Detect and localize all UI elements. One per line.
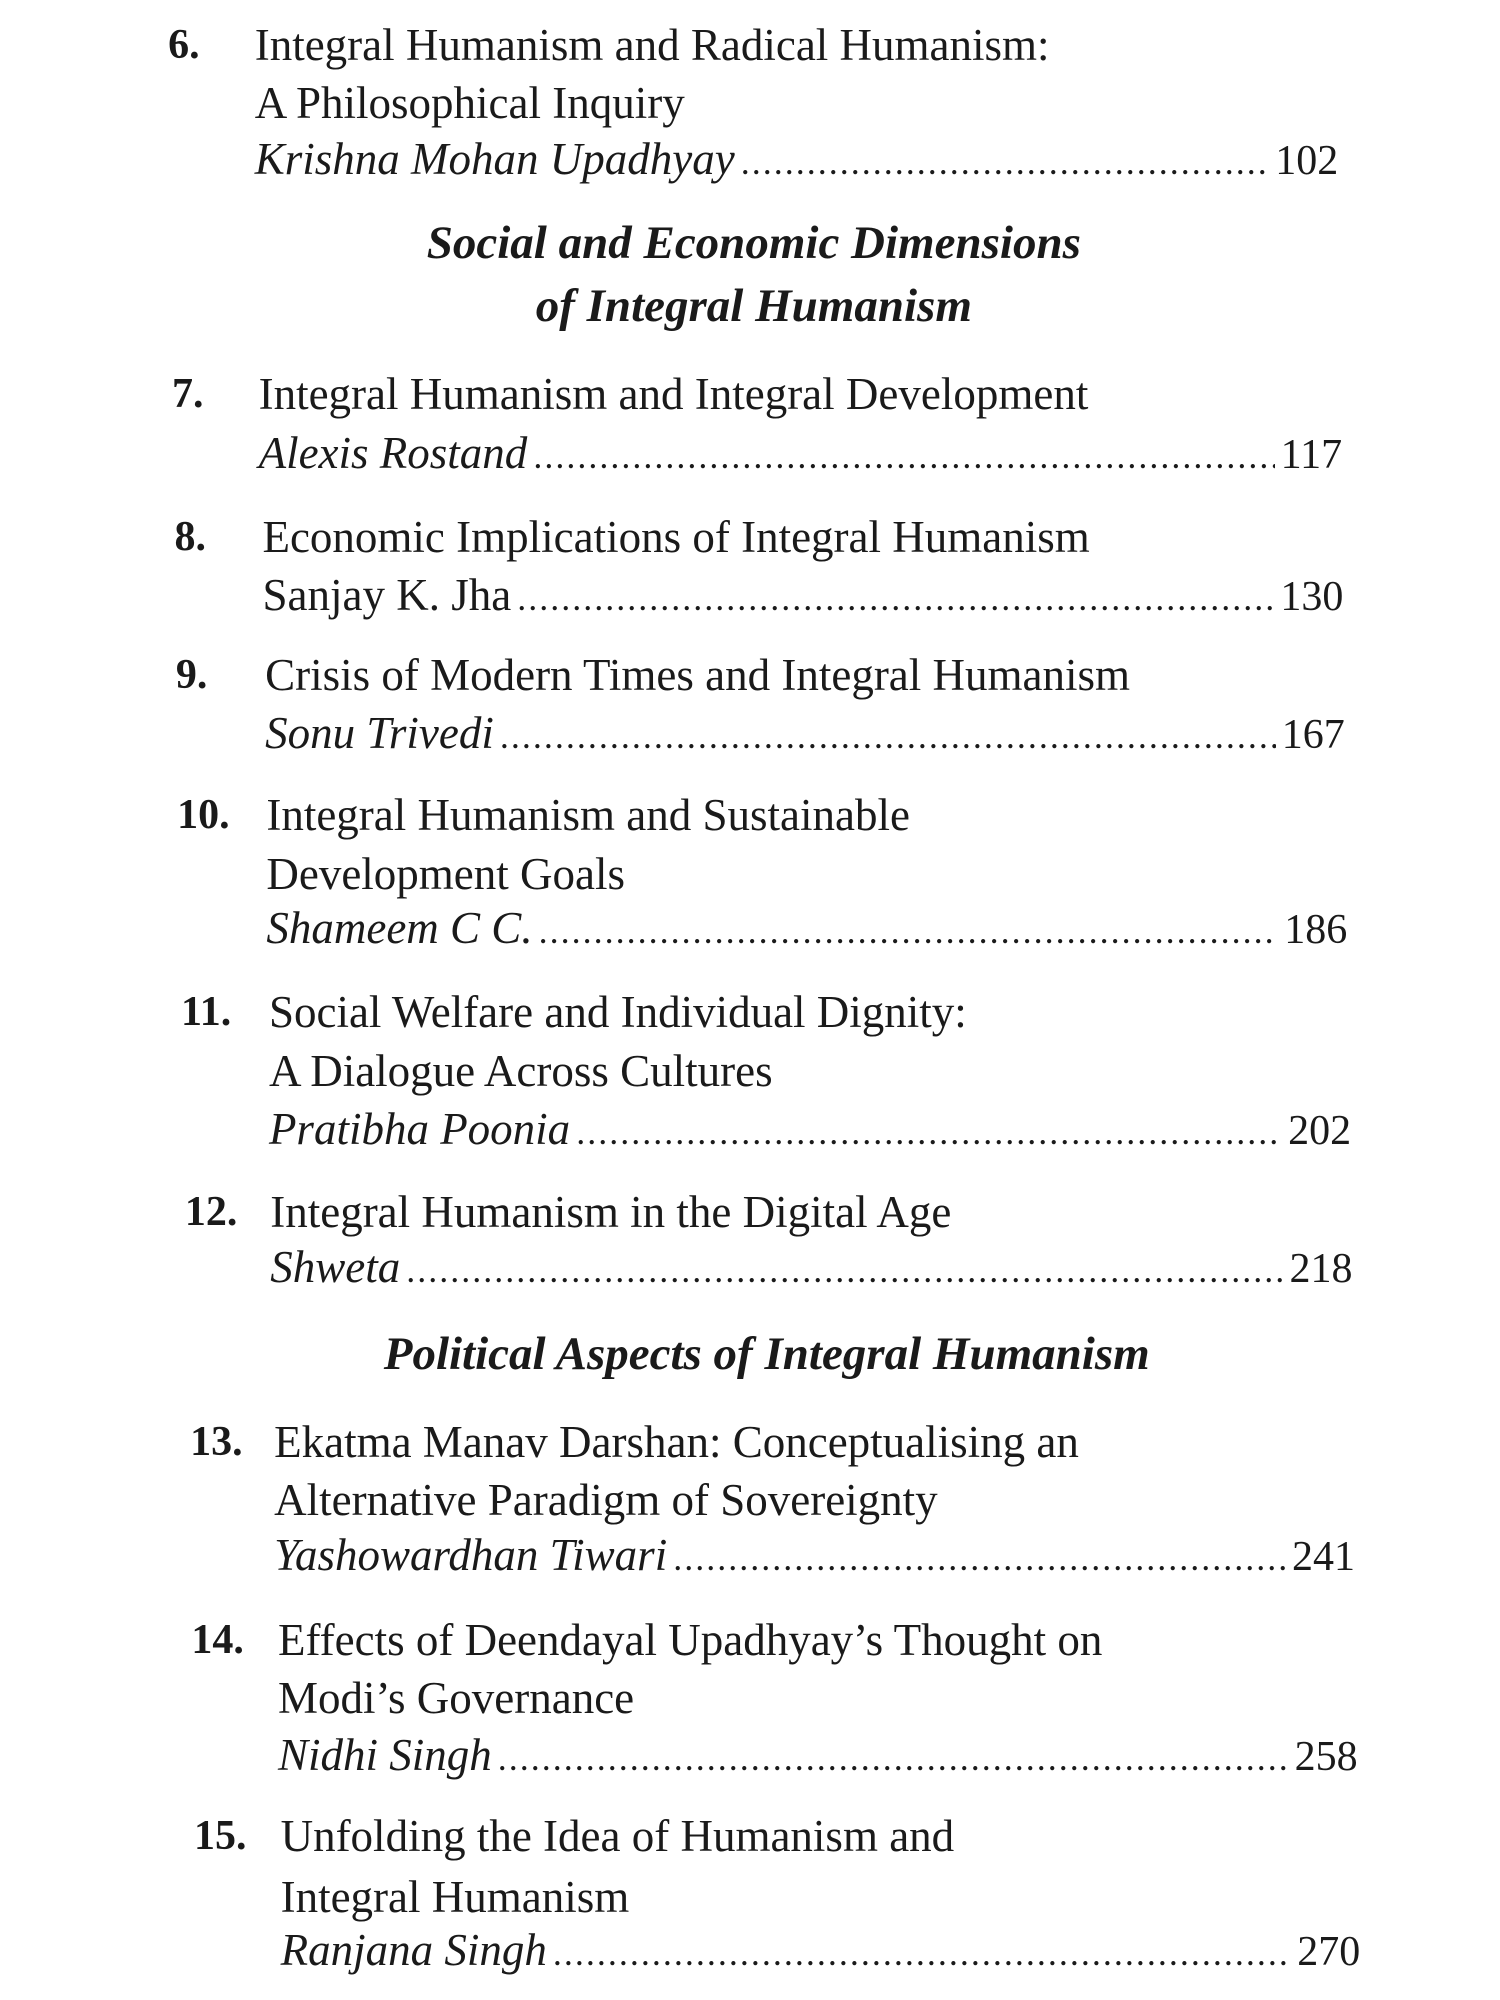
dot-leader (576, 1104, 1282, 1160)
section-heading: of Integral Humanism (535, 280, 972, 333)
entry-title: Development Goals (266, 849, 626, 900)
entry-author-line (266, 900, 1347, 956)
entry-page-number: 167 (1281, 712, 1345, 759)
entry-title: Alternative Paradigm of Sovereignty (274, 1474, 938, 1525)
entry-title: Unfolding the Idea of Humanism and (280, 1811, 955, 1862)
dot-leader (673, 1530, 1286, 1586)
entry-number: 9. (175, 651, 208, 698)
dot-leader (553, 1925, 1291, 1981)
entry-number: 7. (171, 371, 204, 418)
entry-author-line (270, 1239, 1352, 1295)
entry-title: Integral Humanism and Sustainable (266, 789, 910, 840)
entry-page-number: 186 (1284, 907, 1348, 954)
entry-number: 12. (184, 1188, 238, 1235)
entry-page-number: 270 (1297, 1928, 1361, 1975)
entry-page-number: 130 (1280, 573, 1344, 620)
entry-title: Effects of Deendayal Upadhyay’s Thought on (277, 1614, 1103, 1665)
entry-title: A Philosophical Inquiry (254, 78, 685, 129)
dot-leader (741, 134, 1270, 190)
entry-author-line (259, 425, 1343, 481)
entry-author: Yashowardhan Tiwari (274, 1530, 668, 1581)
entry-author-line (255, 131, 1339, 187)
entry-author-line (269, 1101, 1351, 1157)
entry-title: Ekatma Manav Darshan: Conceptualising an (274, 1416, 1079, 1467)
dot-leader (533, 428, 1274, 484)
entry-title: A Dialogue Across Cultures (268, 1045, 773, 1096)
dot-leader (517, 570, 1274, 626)
entry-number: 15. (193, 1813, 247, 1860)
entry-page-number: 258 (1294, 1733, 1358, 1780)
dot-leader (500, 708, 1276, 764)
entry-page-number: 102 (1275, 138, 1339, 185)
entry-author: Shweta (270, 1242, 401, 1293)
entry-author-line (262, 567, 1343, 623)
entry-author: Alexis Rostand (258, 427, 528, 478)
section-heading: Political Aspects of Integral Humanism (383, 1327, 1150, 1380)
entry-title: Economic Implications of Integral Humanism (262, 511, 1090, 562)
entry-title: Social Welfare and Individual Dignity: (268, 987, 967, 1038)
entry-author: Nidhi Singh (277, 1729, 492, 1780)
entry-number: 14. (191, 1616, 244, 1663)
entry-author-line (278, 1727, 1358, 1783)
entry-number: 8. (174, 513, 207, 560)
entry-title: Integral Humanism and Integral Development (258, 369, 1089, 420)
entry-author-line (281, 1922, 1361, 1978)
entry-title: Integral Humanism (280, 1871, 630, 1922)
entry-number: 11. (181, 989, 232, 1036)
entry-author: Ranjana Singh (280, 1924, 547, 1975)
entry-title: Crisis of Modern Times and Integral Humanism (265, 649, 1131, 700)
entry-number: 6. (168, 22, 200, 69)
entry-title: Modi’s Governance (277, 1672, 635, 1723)
entry-author: Shameem C C. (266, 903, 533, 954)
entry-title: Integral Humanism in the Digital Age (270, 1186, 952, 1237)
section-heading: Social and Economic Dimensions (426, 217, 1081, 270)
entry-page-number: 117 (1280, 431, 1343, 478)
dot-leader (406, 1242, 1283, 1298)
entry-page-number: 218 (1289, 1246, 1353, 1293)
entry-page-number: 202 (1288, 1107, 1352, 1154)
entry-author: Sonu Trivedi (265, 708, 494, 759)
entry-author: Pratibha Poonia (268, 1103, 571, 1154)
entry-title: Integral Humanism and Radical Humanism: (254, 20, 1050, 71)
entry-author-line (265, 705, 1345, 761)
entry-author: Krishna Mohan Upadhyay (254, 134, 735, 185)
entry-number: 10. (177, 791, 230, 838)
entry-page-number: 241 (1292, 1534, 1356, 1581)
entry-author-line (274, 1527, 1355, 1583)
dot-leader (498, 1730, 1289, 1786)
entry-number: 13. (190, 1418, 243, 1465)
dot-leader (539, 903, 1279, 959)
entry-author: Sanjay K. Jha (262, 569, 512, 620)
